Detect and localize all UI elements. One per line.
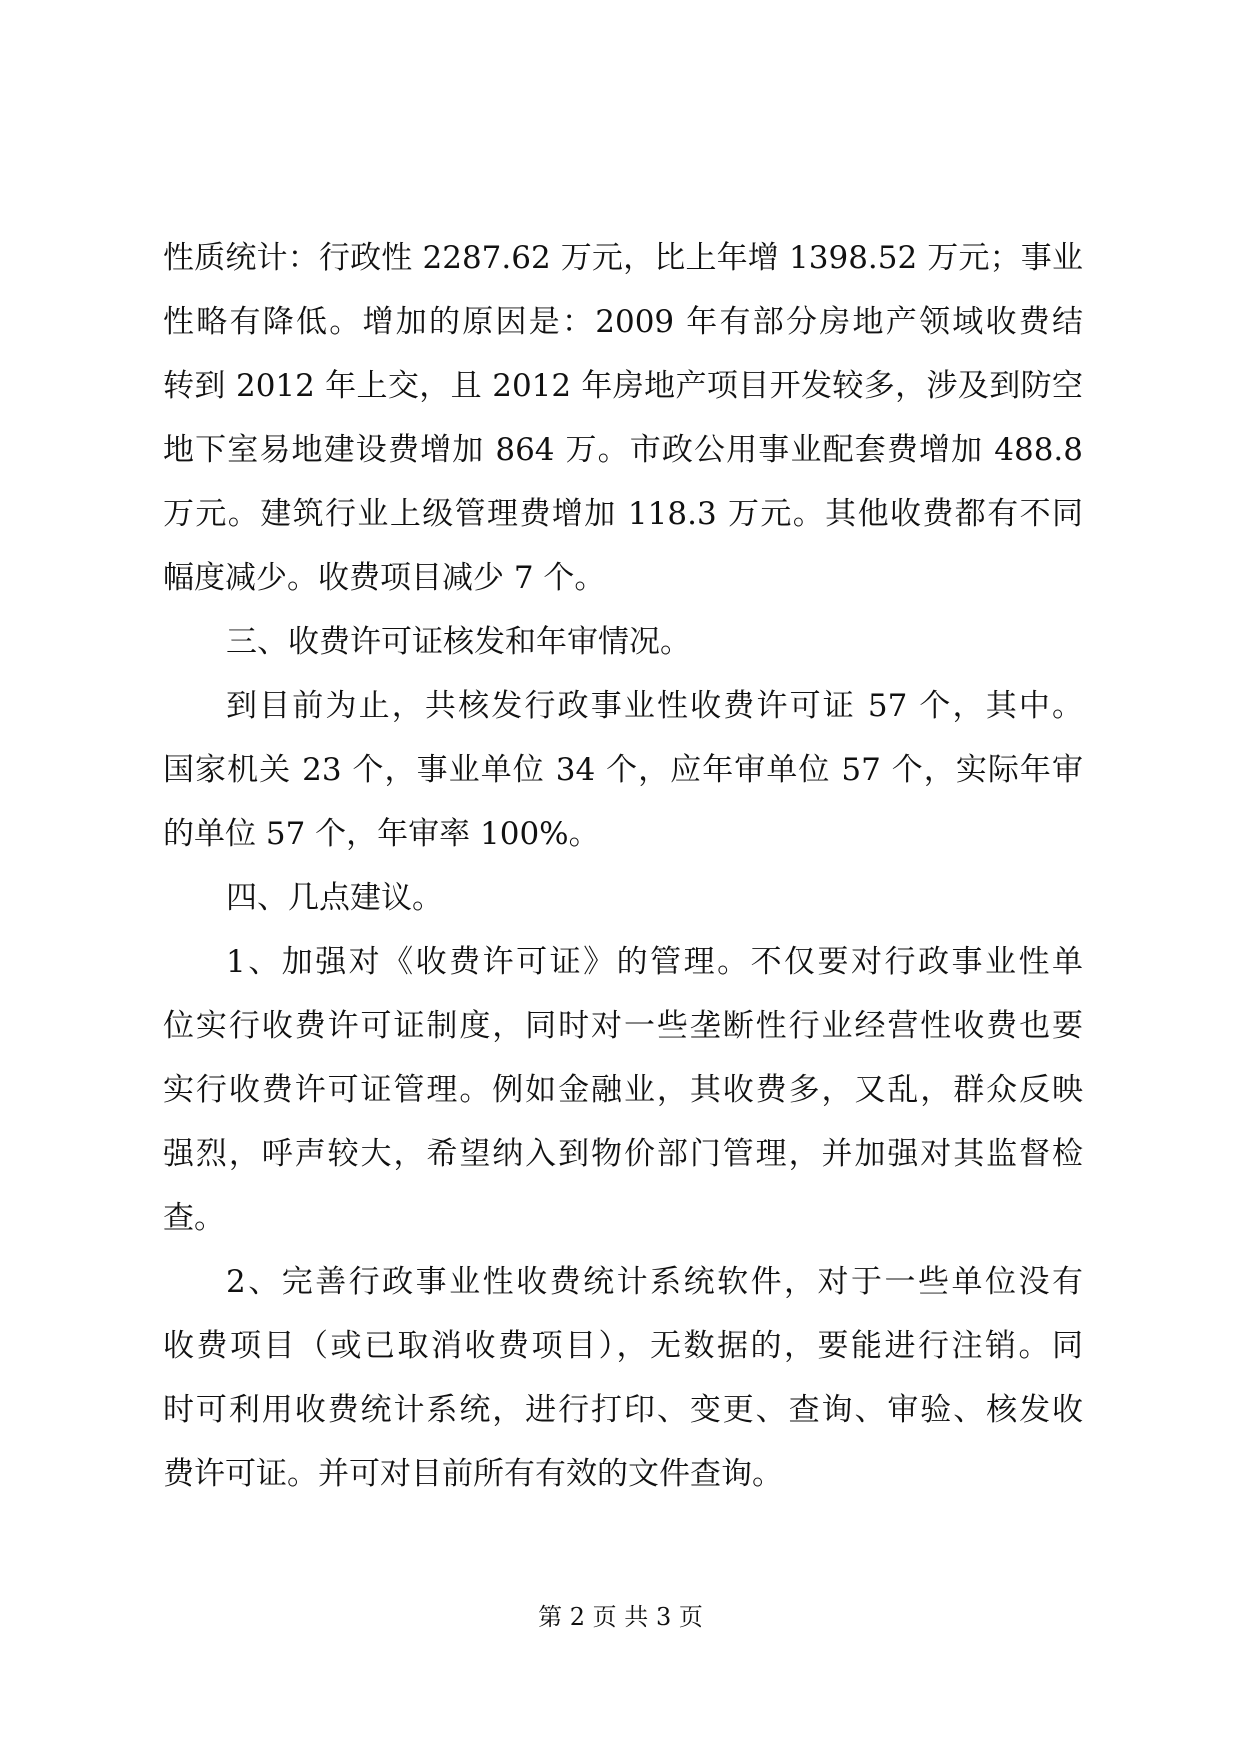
paragraph-line: 时可利用收费统计系统，进行打印、变更、查询、审验、核发收 [163,1392,1083,1428]
paragraph-line: 到目前为止，共核发行政事业性收费许可证 57 个，其中。 [226,688,1083,724]
paragraph-line: 地下室易地建设费增加 864 万。市政公用事业配套费增加 488.8 [163,432,1083,468]
section-heading: 四、几点建议。 [226,880,443,916]
paragraph-line: 性略有降低。增加的原因是：2009 年有部分房地产领域收费结 [163,304,1083,340]
paragraph-line: 国家机关 23 个，事业单位 34 个，应年审单位 57 个，实际年审 [163,752,1083,788]
section-heading: 三、收费许可证核发和年审情况。 [226,624,691,660]
paragraph-line: 的单位 57 个，年审率 100%。 [163,816,600,852]
paragraph-line: 费许可证。并可对目前所有有效的文件查询。 [163,1456,783,1492]
paragraph-line: 位实行收费许可证制度，同时对一些垄断性行业经营性收费也要 [163,1008,1083,1044]
paragraph-line: 1、加强对《收费许可证》的管理。不仅要对行政事业性单 [226,944,1083,980]
paragraph-line: 万元。建筑行业上级管理费增加 118.3 万元。其他收费都有不同 [163,496,1083,532]
paragraph-line: 2、完善行政事业性收费统计系统软件，对于一些单位没有 [226,1264,1083,1300]
body-text [163,226,1083,1506]
paragraph-line: 实行收费许可证管理。例如金融业，其收费多，又乱，群众反映 [163,1072,1083,1108]
paragraph-line: 性质统计：行政性 2287.62 万元，比上年增 1398.52 万元；事业 [163,240,1083,276]
paragraph-line: 查。 [163,1200,225,1236]
page-footer: 第 2 页 共 3 页 [538,1603,703,1631]
paragraph-line: 收费项目（或已取消收费项目），无数据的，要能进行注销。同 [163,1328,1083,1364]
paragraph-line: 幅度减少。收费项目减少 7 个。 [163,560,606,596]
paragraph-line: 强烈，呼声较大，希望纳入到物价部门管理，并加强对其监督检 [163,1136,1083,1172]
paragraph-line: 转到 2012 年上交，且 2012 年房地产项目开发较多，涉及到防空 [163,368,1083,404]
